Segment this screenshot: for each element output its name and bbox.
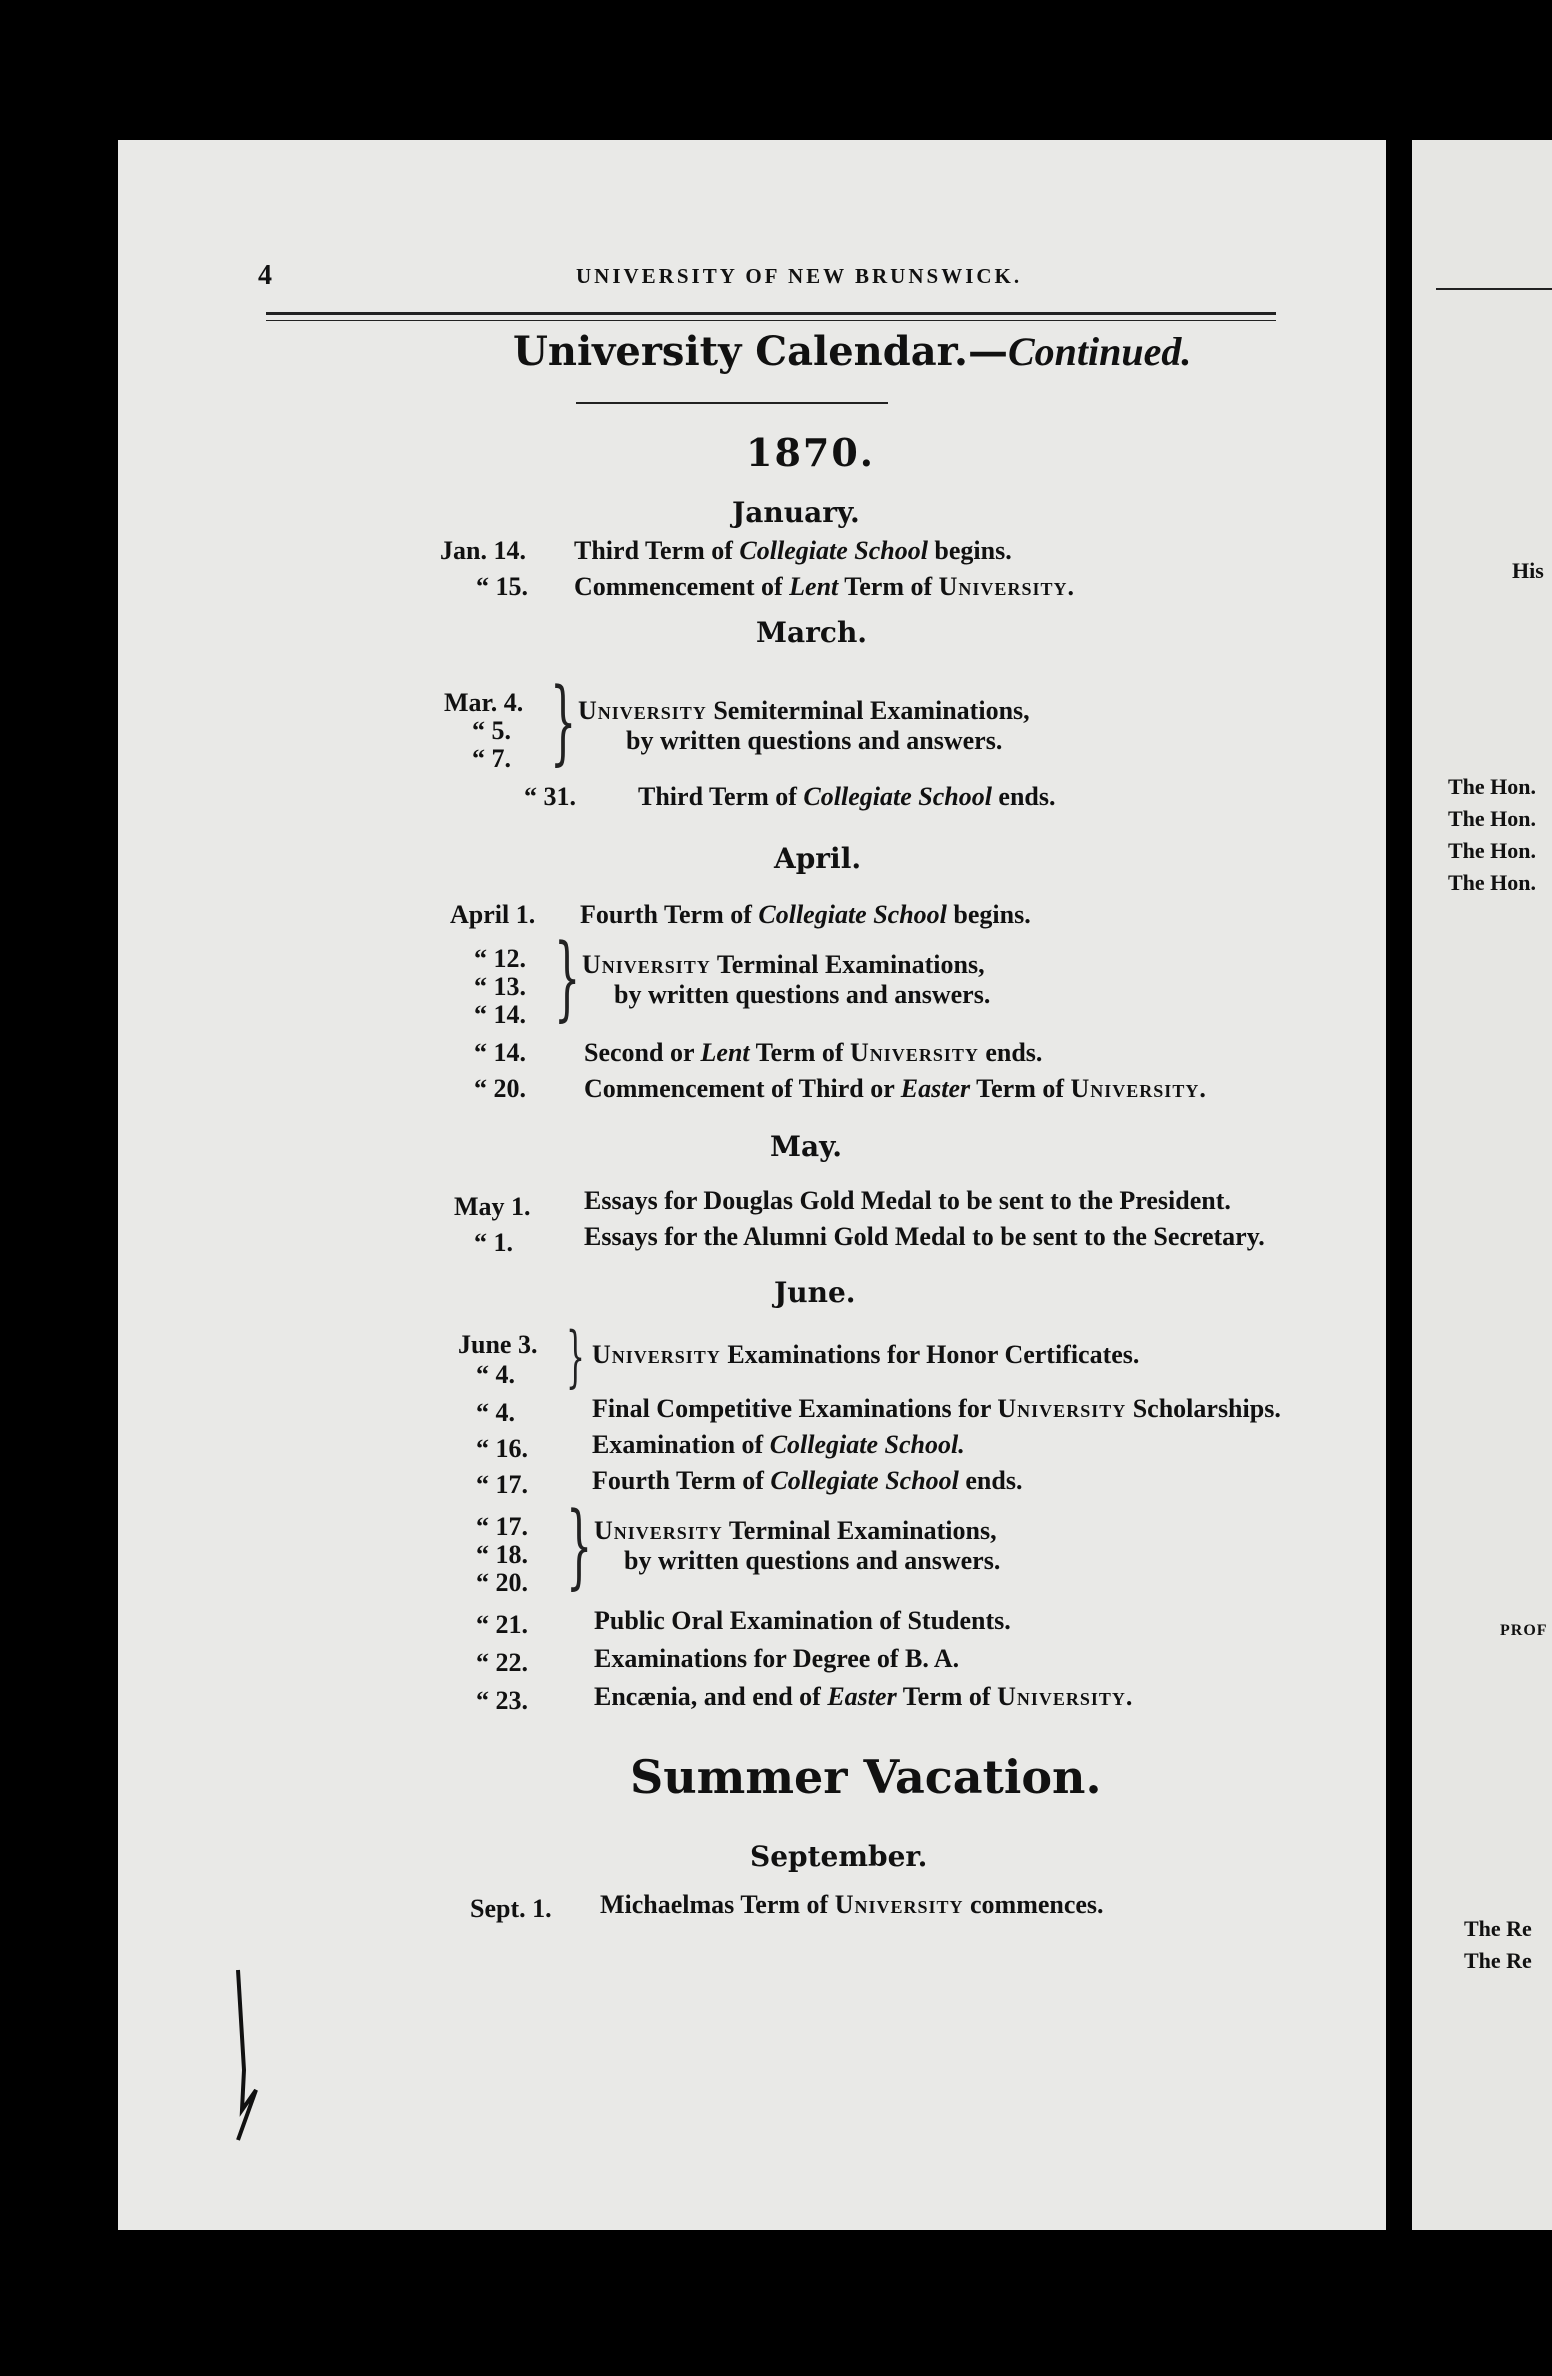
facing-header-rule [1436, 288, 1552, 290]
entry-jan-14: Third Term of Collegiate School begins. [574, 536, 1012, 565]
date-apr-13: “ 13. [474, 972, 526, 1001]
entry-mar-exam-line1: University Semiterminal Examinations, [578, 696, 1030, 725]
running-title: UNIVERSITY OF NEW BRUNSWICK. [576, 264, 1023, 288]
entry-mar-exam-line2: by written questions and answers. [626, 726, 1003, 755]
date-jun-23: “ 23. [476, 1686, 528, 1715]
date-may-1b: “ 1. [474, 1228, 513, 1257]
margin-pencil-mark [208, 1960, 268, 2200]
month-january: January. [732, 496, 860, 529]
entry-jun-exam-line2: by written questions and answers. [624, 1546, 1001, 1575]
facing-hon-4: The Hon. [1448, 870, 1537, 895]
date-mar-4: Mar. 4. [444, 688, 524, 717]
date-jan-14: Jan. 14. [440, 536, 526, 565]
entry-jun-17: Fourth Term of Collegiate School ends. [592, 1466, 1023, 1495]
entry-jun-exam-line1: University Terminal Examinations, [594, 1516, 997, 1545]
date-jun-22: “ 22. [476, 1648, 528, 1677]
entry-jun-16: Examination of Collegiate School. [592, 1430, 965, 1459]
facing-rev-2: The Re [1464, 1948, 1532, 1973]
month-march: March. [756, 616, 868, 649]
entry-apr-1: Fourth Term of Collegiate School begins. [580, 900, 1031, 929]
date-mar-31: “ 31. [524, 782, 576, 811]
facing-hon-2: The Hon. [1448, 806, 1537, 831]
date-apr-14a: “ 14. [474, 1000, 526, 1029]
entry-jun-22: Examinations for Degree of B. A. [594, 1644, 960, 1673]
date-jun-4a: “ 4. [476, 1360, 515, 1389]
date-jun-3: June 3. [458, 1330, 538, 1359]
brace-april: } [554, 924, 581, 1031]
month-june: June. [774, 1276, 856, 1309]
facing-his: His [1512, 558, 1544, 583]
month-april: April. [774, 842, 862, 875]
facing-hon-3: The Hon. [1448, 838, 1537, 863]
entry-sep-1: Michaelmas Term of University commences. [600, 1890, 1104, 1919]
entry-apr-20: Commencement of Third or Easter Term of University. [584, 1074, 1207, 1103]
date-may-1a: May 1. [454, 1192, 531, 1221]
date-sep-1: Sept. 1. [470, 1894, 552, 1923]
brace-march: } [550, 668, 577, 775]
entry-jun-21: Public Oral Examination of Students. [594, 1606, 1011, 1635]
entry-apr-14: Second or Lent Term of University ends. [584, 1038, 1043, 1067]
calendar-page [118, 140, 1386, 2230]
date-mar-7: “ 7. [472, 744, 511, 773]
facing-page-fragment [1412, 140, 1552, 2230]
entry-may-1b: Essays for the Alumni Gold Medal to be sent to the Secretary. [584, 1222, 1265, 1251]
date-apr-20: “ 20. [474, 1074, 526, 1103]
brace-june-exam: } [566, 1492, 593, 1599]
summer-vacation-heading: Summer Vacation. [630, 1750, 1102, 1804]
entry-jun-honor: University Examinations for Honor Certificates. [592, 1340, 1140, 1369]
entry-mar-31: Third Term of Collegiate School ends. [638, 782, 1056, 811]
entry-apr-exam-line2: by written questions and answers. [614, 980, 991, 1009]
date-jun-17: “ 17. [476, 1470, 528, 1499]
title-rule [576, 402, 888, 404]
entry-jun-4: Final Competitive Examinations for University Scholarships. [592, 1394, 1281, 1423]
date-apr-1: April 1. [450, 900, 536, 929]
header-rule [266, 312, 1276, 315]
entry-may-1a: Essays for Douglas Gold Medal to be sent to the President. [584, 1186, 1231, 1215]
entry-jan-15: Commencement of Lent Term of University. [574, 572, 1075, 601]
page-number: 4 [258, 260, 272, 291]
date-jun-4: “ 4. [476, 1398, 515, 1427]
page-title: University Calendar.—Continued. [513, 328, 1192, 375]
entry-apr-exam-line1: University Terminal Examinations, [582, 950, 985, 979]
facing-rev-1: The Re [1464, 1916, 1532, 1941]
date-jun-21: “ 21. [476, 1610, 528, 1639]
date-jun-17b: “ 17. [476, 1512, 528, 1541]
date-jan-15: “ 15. [476, 572, 528, 601]
date-mar-5: “ 5. [472, 716, 511, 745]
facing-prof: PROF [1500, 1622, 1548, 1639]
date-apr-14: “ 14. [474, 1038, 526, 1067]
date-jun-16: “ 16. [476, 1434, 528, 1463]
entry-jun-23: Encænia, and end of Easter Term of University. [594, 1682, 1134, 1711]
date-jun-20: “ 20. [476, 1568, 528, 1597]
month-may: May. [770, 1130, 842, 1163]
brace-june-honor: } [566, 1318, 585, 1395]
date-apr-12: “ 12. [474, 944, 526, 973]
header-rule-thin [266, 320, 1276, 321]
month-september: September. [750, 1840, 928, 1873]
facing-hon-1: The Hon. [1448, 774, 1537, 799]
date-jun-18: “ 18. [476, 1540, 528, 1569]
year-heading: 1870. [746, 430, 875, 475]
